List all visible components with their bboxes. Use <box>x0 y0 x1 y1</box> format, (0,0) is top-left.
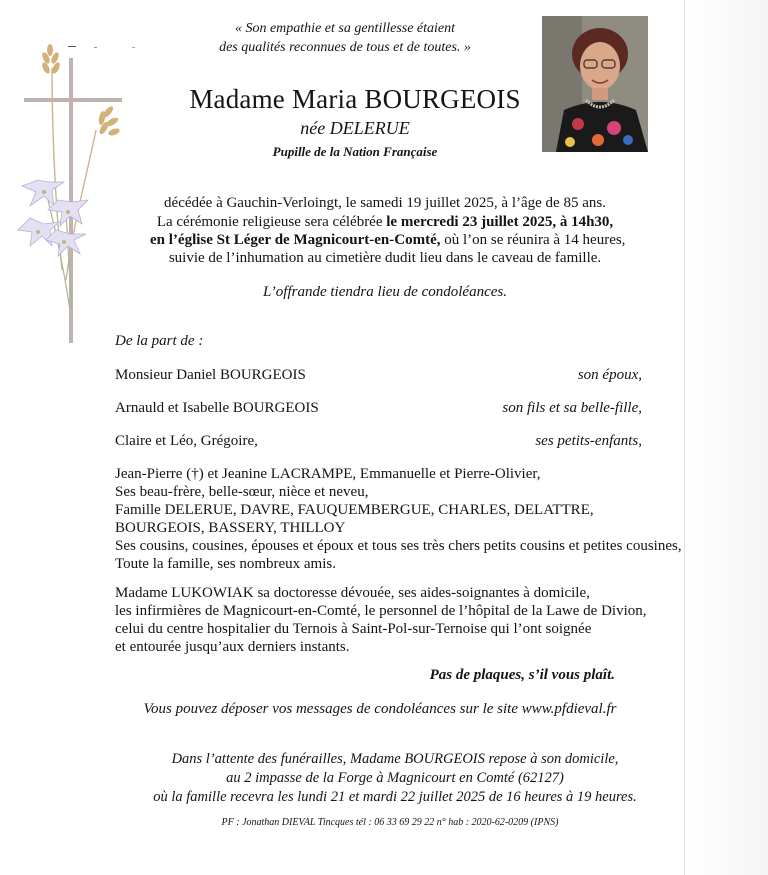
family-line: Ses beau-frère, belle-sœur, nièce et neveu, <box>115 484 369 500</box>
no-plaques-note: Pas de plaques, s’il vous plaît. <box>429 667 615 683</box>
offering-note: L’offrande tiendra lieu de condoléances. <box>263 284 507 300</box>
family-line: Jean-Pierre (†) et Jeanine LACRAMPE, Emmanuelle et Pierre-Olivier, <box>115 466 541 482</box>
ceremony-text: La cérémonie religieuse sera célébrée <box>156 214 387 230</box>
scan-speck <box>132 47 135 48</box>
scan-speck <box>68 46 76 47</box>
family-list <box>115 465 682 573</box>
scan-shadow <box>684 0 768 875</box>
repose-line-1: Dans l’attente des funérailles, Madame BOURGEOIS repose à son domicile, <box>171 751 619 767</box>
announcement-line-3 <box>150 231 626 250</box>
caregivers-line: celui du centre hospitalier du Ternois à Saint-Pol-sur-Ternoise qui l’ont soignée <box>115 621 592 637</box>
quote-line-1: « Son empathie et sa gentillesse étaient <box>234 21 456 36</box>
funeral-home-info: PF : Jonathan DIEVAL Tincques tél : 06 33 69 29 22 n° hab : 2020-62-0209 (IPNS) <box>221 817 559 828</box>
relative-relation-3: ses petits-enfants, <box>535 433 642 449</box>
announcement-line-4: suivie de l’inhumation au cimetière dudit lieu dans le caveau de famille. <box>168 250 602 266</box>
from-label: De la part de : <box>115 333 204 349</box>
relative-relation-2: son fils et sa belle-fille, <box>502 400 642 416</box>
announcement-line-2 <box>150 213 620 232</box>
maiden-name: née DELERUE <box>300 118 410 138</box>
family-line: Ses cousins, cousines, épouses et époux et tous ses très chers petits cousins et petites cousines, <box>115 538 682 554</box>
caregivers-line: et entourée jusqu’aux derniers instants. <box>115 639 350 655</box>
lily-flowers-icon <box>18 180 88 256</box>
announcement-line-1: décédée à Gauchin-Verloingt, le samedi 19 juillet 2025, à l’âge de 85 ans. <box>164 195 606 211</box>
quote <box>190 19 500 57</box>
scan-speck <box>94 47 97 48</box>
cross-with-wheat-icon <box>8 40 138 350</box>
relative-name-2: Arnauld et Isabelle BOURGEOIS <box>115 400 319 416</box>
caregivers-line: les infirmières de Magnicourt-en-Comté, le personnel de l’hôpital de la Lawe de Divion, <box>115 603 647 619</box>
ceremony-date: le mercredi 23 juillet 2025, à 14h30, <box>386 214 614 230</box>
family-line: Famille DELERUE, DAVRE, FAUQUEMBERGUE, CHARLES, DELATTRE, <box>115 502 594 518</box>
scan-edge-line <box>684 0 685 875</box>
family-line: BOURGEOIS, BASSERY, THILLOY <box>115 520 346 536</box>
deceased-title: Pupille de la Nation Française <box>272 144 438 159</box>
quote-line-2: des qualités reconnues de tous et de toutes. » <box>219 40 471 55</box>
family-line: Toute la famille, ses nombreux amis. <box>115 556 336 572</box>
repose-info <box>140 750 650 807</box>
gathering-time: où l’on se réunira à 14 heures, <box>440 232 626 248</box>
deceased-name: Madame Maria BOURGEOIS <box>189 84 521 114</box>
ceremony-church: en l’église St Léger de Magnicourt-en-Comté, <box>150 232 441 248</box>
condolences-note: Vous pouvez déposer vos messages de condoléances sur le site www.pfdieval.fr <box>143 701 617 717</box>
caregivers-line: Madame LUKOWIAK sa doctoresse dévouée, ses aides-soignantes à domicile, <box>115 585 590 601</box>
caregivers-list <box>115 584 647 656</box>
relative-relation-1: son époux, <box>577 367 642 383</box>
repose-line-3: où la famille recevra les lundi 21 et mardi 22 juillet 2025 de 16 heures à 19 heures. <box>153 789 637 805</box>
repose-line-2: au 2 impasse de la Forge à Magnicourt en Comté (62127) <box>226 770 564 786</box>
relative-name-3: Claire et Léo, Grégoire, <box>115 433 258 449</box>
relative-name-1: Monsieur Daniel BOURGEOIS <box>115 367 306 383</box>
